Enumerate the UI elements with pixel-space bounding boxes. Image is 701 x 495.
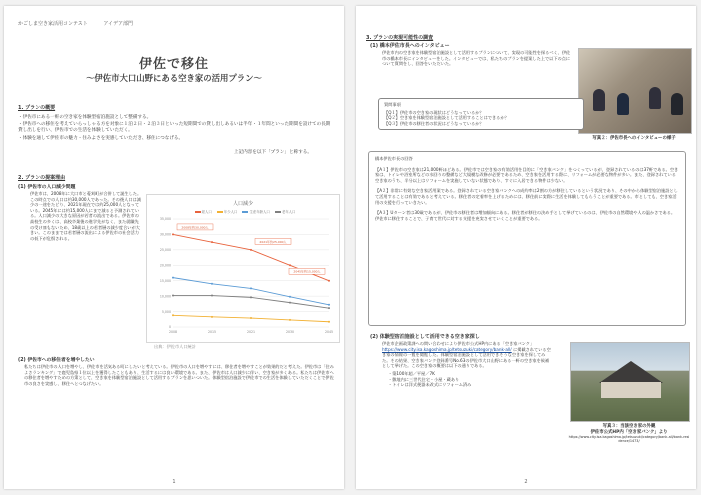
person-figure [649, 87, 661, 109]
annotation-label: 2045年約15,000人 [293, 269, 321, 274]
section2-1-heading: (1) 伊佐市の人口減少問題 [18, 185, 76, 190]
section1-note: 上記内容を以下「プラン」と称する。 [233, 149, 312, 155]
house-photo-caption [568, 423, 690, 444]
data-point [328, 321, 330, 323]
section2-heading: 2. プランの提案理由 [18, 175, 66, 181]
legend-label: 年少人口 [223, 210, 238, 214]
question-item: 【Q１】伊佐市の空き家の現状はどうなっているか？ [384, 109, 484, 115]
data-point [250, 296, 252, 298]
data-point [172, 295, 174, 297]
annotation-label: 2021年約25,000人 [259, 239, 287, 244]
answers-heading: 橋本伊佐市長の回答 [375, 156, 413, 161]
answer-item: 【A２】非常に有効な空き家活用案である。登録されている空き家バンクへの成約率は2割の方が移住しているという状況であり、その中から体験型宿泊施設として活用することは有効であると考えている。移住者の定着率を上げるためには、移住前に実際に生活を体験してもらうことが重要である。市としても、空き家活用の支援を行っていきたい。 [375, 188, 678, 205]
section1-item: ・体験を通して伊佐市の魅力・住みよさを実感していただき、移住につなげる。 [18, 135, 184, 141]
house-spec: ・敷地内に三世代住宅・小屋・蔵あり [388, 376, 460, 382]
y-tick-label: 30,000 [159, 232, 171, 237]
y-tick-label: 15,000 [159, 278, 171, 283]
y-tick-label: 35,000 [159, 217, 171, 222]
section1-item: ・伊佐市にある一軒の空き家を体験型宿泊施設として整備する。 [18, 115, 152, 120]
house-spec: ・築100年超／平屋／7K [388, 370, 435, 376]
header-contest-name: かごしま空き家活用コンテスト [18, 21, 88, 27]
question-item: 【Q２】空き家を体験型宿泊施設として活用することはできるか？ [384, 115, 509, 121]
y-tick-label: 5,000 [161, 309, 171, 314]
house-caption-url: https://www.city.isa.kagoshima.jp/tetsuzuki/category/bank-all/bank-residence/1473/ [568, 435, 690, 444]
section1-body [18, 115, 332, 157]
answer-item: 【A１】伊佐市の空き家は21,000軒ほどある。伊佐市では空き家の有効活用を目的に「空き家バンク」をつくっているが、登録されているのは37軒である。空き家は、トイレや浴室所などの水回りの整備など大規模な改修が必要であるため、空き家を活用する際に、リフォームが必要な物件が多い。また、登録されている空き家のうち、半分以上はリフォームを実施していない状態であり、すぐに入居できる物件は少ない。 [375, 166, 679, 183]
section1-heading: 1. プランの概要 [18, 105, 56, 111]
page-number: 2 [524, 479, 528, 485]
page-number: 1 [172, 479, 176, 485]
x-tick-label: 2030 [285, 330, 295, 334]
person-figure [617, 93, 629, 115]
person-figure [593, 89, 605, 111]
interview-photo [578, 48, 692, 134]
legend-label: 老年人口 [281, 210, 296, 214]
house-photo [570, 342, 690, 422]
data-point [172, 233, 174, 235]
data-point [172, 277, 174, 279]
house-roof [591, 361, 671, 383]
document-title: 伊佐で移住 [138, 57, 209, 72]
legend-label: 生産年齢人口 [249, 210, 270, 214]
page-header [18, 20, 133, 27]
section3-2-body [382, 341, 552, 388]
data-point [328, 280, 330, 282]
y-tick-label: 10,000 [159, 294, 171, 299]
questions-heading: 質問事項 [384, 102, 401, 107]
data-point [211, 283, 213, 285]
chart-plot [147, 195, 339, 342]
section3-2-text: 伊佐市企画政策課への問い合わせにより伊佐市公式HP内にある「空き家バンク」 [382, 341, 535, 346]
data-point [250, 287, 252, 289]
data-point [211, 241, 213, 243]
data-point [250, 249, 252, 251]
data-point [211, 295, 213, 297]
house-caption-source: 伊佐市公式HP内「空き家バンク」より [590, 430, 668, 435]
document-page-2 [356, 6, 696, 489]
data-point [289, 296, 291, 298]
chart-title: 人口減少 [232, 201, 253, 207]
series-line [173, 278, 329, 305]
x-tick-label: 2015 [207, 330, 217, 334]
akiya-bank-link[interactable]: https://www.city.isa.kagoshima.jp/tetsuzuki/category/bank-all/ [382, 346, 512, 352]
population-chart [146, 194, 340, 343]
section3-2-text: に掲載されている空き家の情報の一覧を閲覧した。体験型宿泊施設として活用できそうな空き家を探してみた。その結果、空き家バンク登録番号No.63の伊佐市大口山野にある一軒の空き家を候補として挙げた。この空き家の概要は以下の通りである。 [382, 346, 551, 369]
section3-1-body: 伊佐市内の空き家を体験型宿泊施設として活用するプランについて、実現の可能性を探るべく、伊佐市の橋本市長にインタビューをした。インタビューでは、私たちのプランを提案した上で以下の点について質問をし、回答をいただいた。 [382, 50, 571, 67]
data-point [211, 316, 213, 318]
x-tick-label: 2021 [246, 330, 256, 334]
house-specs [382, 371, 552, 388]
data-point [289, 319, 291, 321]
y-tick-label: 25,000 [159, 248, 171, 253]
legend-label: 総人口 [201, 210, 212, 214]
house-wall [601, 382, 661, 398]
questions-box [378, 98, 584, 130]
house-spec: ・トイレは洋式便器未改式にリフォーム済み [388, 382, 472, 388]
data-point [328, 307, 330, 309]
data-point [250, 317, 252, 319]
header-category: アイデア部門 [103, 21, 133, 27]
document-page-1 [4, 6, 344, 489]
section2-2-heading: (2) 伊佐市への移住者を増やしたい [18, 358, 95, 363]
section2-2-body: 私たちは伊佐市の人口を増やし、伊佐市を活気ある町にしたいと考えている。伊佐市の人口を増やすには、移住者を増やすことが効果的だと考えた。伊佐市は「住みよさランキング」で鹿児島県１位以上を獲得したこともあり、生活するには良い環境である。また、伊佐市は人口減少に伴い、空き家が多くある。私たちは伊佐市への移住者を増やすための方策として、空き家を体験型宿泊施設として活用するプランを思いついた。体験型宿泊施設で伊佐市での生活を体験していただくことで伊佐市の良さを実感し、移住へとつなげたい。 [24, 364, 334, 386]
data-point [172, 314, 174, 316]
interview-photo-caption: 写真２：伊佐市長へのインタビューの様子 [592, 136, 676, 141]
x-tick-label: 2045 [324, 330, 334, 334]
data-point [289, 302, 291, 304]
answers-box [368, 151, 686, 326]
annotation-label: 2008年約30,000人 [181, 225, 209, 230]
section3-2-heading: (2) 体験型宿泊施設として活用できる空き家探し [370, 334, 480, 340]
section3-1-heading: (1) 橋本伊佐市長へのインタビュー [370, 43, 450, 49]
answer-item: 【A３】Uターン者は30歳であるが、伊佐市の移住者は増加傾向にある。移住者が移住の決め手として挙げているのは、伊佐市の自然環境や人の温かさである。伊佐市に移住することで、子育て世代に対する支援を充実させていくことが重要である。 [375, 210, 676, 221]
document-subtitle: 〜伊佐市大口山野にある空き家の活用プラン〜 [86, 73, 262, 83]
section1-item: ・伊佐市への移住を考えていらっしゃる方を対象に１泊２日・２泊３日といった短期間での貸し出しあるいは半年・１年間といった期間を設けての長期貸し出しを行い、伊佐市での生活を体験していただく。 [18, 122, 331, 134]
house-caption-title: 写真３：当該空き家の外観 [602, 424, 656, 429]
data-point [289, 264, 291, 266]
question-item: 【Q３】伊佐市の移住者の状況はどうなっているか？ [384, 120, 484, 126]
y-tick-label: 0 [168, 325, 171, 330]
section3-heading: 3. プランの実現可能性の調査 [366, 35, 434, 41]
x-tick-label: 2008 [168, 330, 178, 334]
section2-1-body: 伊佐市は、2008年に大口市と菱刈町が合併して誕生した。この時点での人口は約30,000人であった。その後人口は減少の一途をたどり、2021年現在では約25,000人となっている。2045年には約15,000人にまで減ると予測されている。人口減少の大きな原因が若者の流出である。伊佐市の高校生の多くは、高校卒業後の進学先がなく、また就職先の受け皿もないため、18歳以上の若者層の減少度合いが大きい。このままでは若者層の流出による伊佐市の社会活力の低下が危惧される。 [30, 191, 142, 241]
data-point [328, 304, 330, 306]
chart-source: 出典：伊佐市人口統計 [154, 344, 196, 349]
y-tick-label: 20,000 [159, 263, 171, 268]
person-figure [671, 93, 683, 115]
